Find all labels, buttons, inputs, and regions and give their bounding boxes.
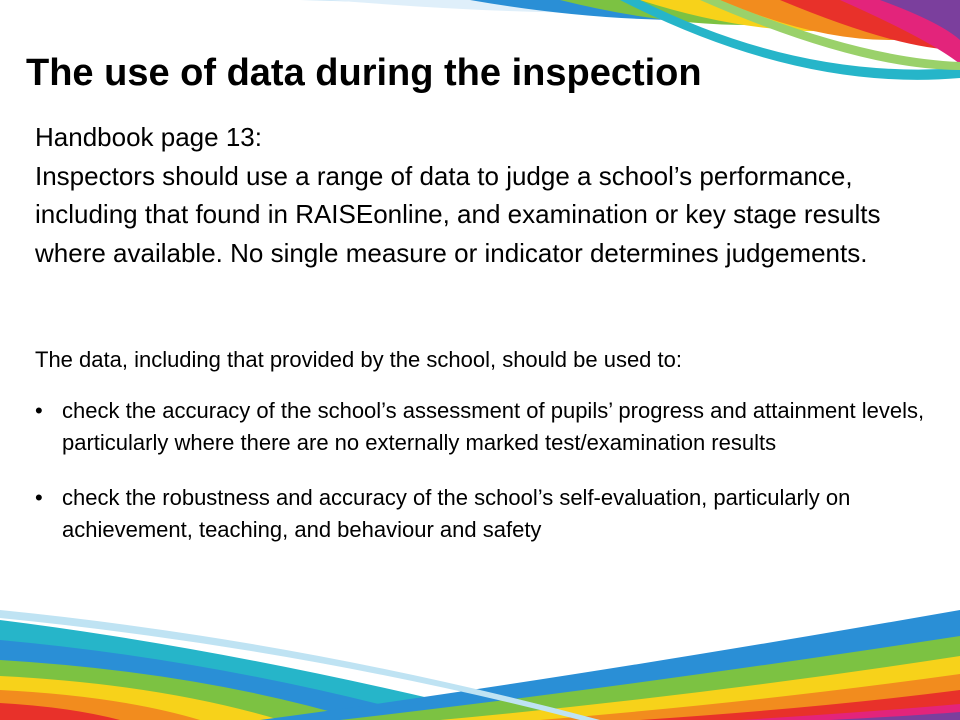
handbook-quote <box>35 118 915 272</box>
list-item-text: check the robustness and accuracy of the school’s self-evaluation, particularly on achievement, teaching, and behaviour and safety <box>62 485 851 542</box>
quote-text: Inspectors should use a range of data to judge a school’s performance, including that found in RAISEonline, and examination or key stage results where available. No single measure or indicator determines judgements. <box>35 160 881 268</box>
bottom-swoosh <box>0 610 960 720</box>
quote-source: Handbook page 13: <box>35 122 262 152</box>
list-item-text: check the accuracy of the school’s assessment of pupils’ progress and attainment levels, particularly where there are no externally marked test/examination results <box>62 398 925 455</box>
list-item <box>35 482 935 546</box>
bullet-icon: • <box>35 485 43 510</box>
slide-title: The use of data during the inspection <box>26 52 702 94</box>
data-usage-list <box>35 395 935 569</box>
data-usage-intro: The data, including that provided by the school, should be used to: <box>35 347 682 372</box>
list-item <box>35 395 935 459</box>
bullet-icon: • <box>35 398 43 423</box>
